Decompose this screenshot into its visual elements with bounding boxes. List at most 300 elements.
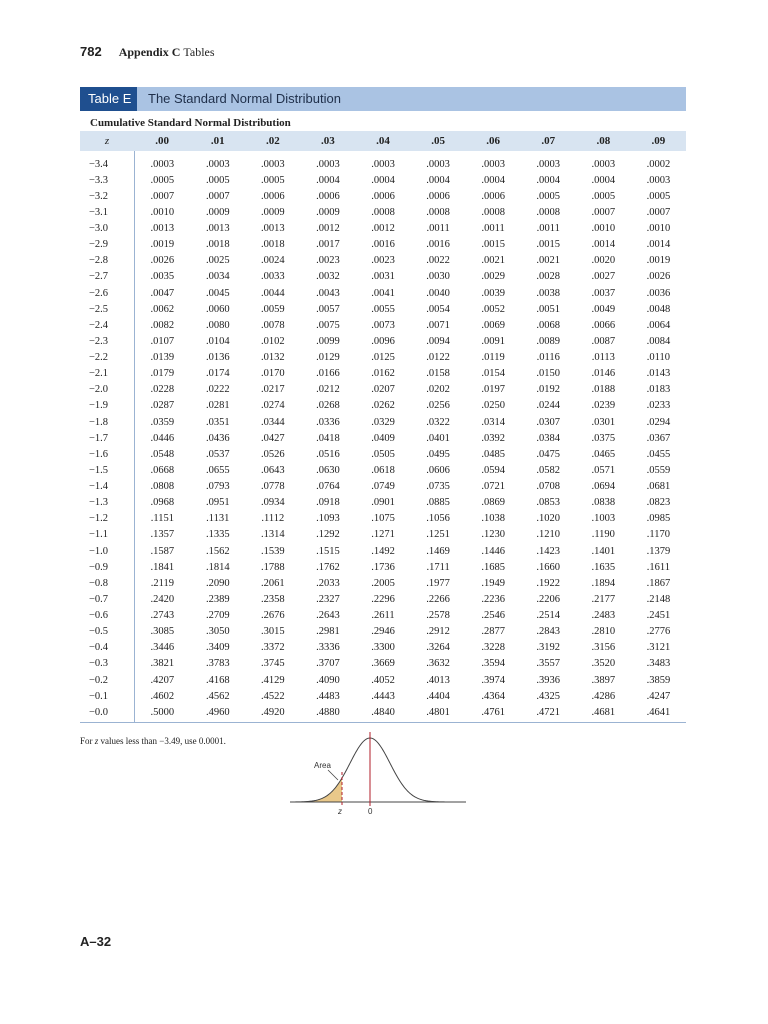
probability-cell: .0019 [150,239,175,251]
probability-cell: .0066 [591,319,616,331]
probability-cell: .0009 [316,206,340,218]
probability-cell: .0951 [205,497,230,509]
probability-cell: .0003 [261,158,285,170]
table-row [80,237,686,253]
probability-cell: .2119 [150,577,174,589]
probability-cell: .2676 [261,610,285,622]
probability-cell: .0045 [205,287,230,299]
column-header: .01 [190,131,245,151]
probability-cell: .0071 [426,319,450,331]
normal-curve-figure [284,730,474,820]
z-value-cell: −1.0 [80,543,134,559]
z-value-cell: −2.5 [80,301,134,317]
probability-cell: .1515 [316,545,340,557]
probability-cell: .0294 [646,416,671,428]
probability-cell: .2206 [536,593,561,605]
z-value-cell: −3.1 [80,204,134,220]
probability-cell: .3156 [591,642,616,654]
probability-cell: .0004 [371,174,395,186]
probability-cell: .4602 [150,690,175,702]
table-row [80,269,686,285]
probability-cell: .0132 [261,352,285,364]
probability-cell: .0084 [646,335,671,347]
probability-cell: .0183 [646,384,671,396]
probability-cell: .0011 [481,223,505,235]
table-row [80,253,686,269]
probability-cell: .2236 [481,593,505,605]
probability-cell: .0418 [316,432,340,444]
table-banner [80,87,686,111]
probability-cell: .0110 [646,352,671,364]
probability-cell: .0018 [205,239,230,251]
probability-cell: .2776 [646,626,671,638]
probability-cell: .2483 [591,610,616,622]
probability-cell: .0024 [261,255,285,267]
probability-cell: .3632 [426,658,450,670]
probability-cell: .0104 [205,335,230,347]
probability-cell: .1469 [426,545,450,557]
probability-cell: .2148 [646,593,671,605]
probability-cell: .0002 [646,158,671,170]
probability-cell: .2643 [316,610,340,622]
probability-cell: .0034 [205,271,230,283]
probability-cell: .0901 [371,497,395,509]
probability-cell: .0005 [646,190,671,202]
probability-cell: .0005 [261,174,285,186]
table-row [80,204,686,220]
probability-cell: .0008 [536,206,561,218]
z-column-header: z [80,131,134,151]
probability-cell: .0228 [150,384,175,396]
probability-cell: .0019 [646,255,671,267]
z-value-cell: −3.4 [80,151,134,172]
probability-cell: .0044 [261,287,285,299]
probability-cell: .0004 [316,174,340,186]
probability-cell: .0207 [371,384,395,396]
probability-cell: .1170 [646,529,671,541]
z-value-cell: −2.0 [80,382,134,398]
probability-cell: .0060 [205,303,230,315]
probability-cell: .1711 [426,561,450,573]
probability-cell: .0344 [261,416,285,428]
probability-cell: .0062 [150,303,175,315]
probability-cell: .3085 [150,626,175,638]
probability-cell: .0028 [536,271,561,283]
probability-cell: .0006 [261,190,285,202]
probability-cell: .0078 [261,319,285,331]
probability-cell: .0006 [316,190,340,202]
z-value-cell: −3.3 [80,172,134,188]
table-row [80,591,686,607]
probability-cell: .0808 [150,481,175,493]
table-row [80,366,686,382]
probability-cell: .3974 [481,674,505,686]
probability-cell: .0049 [591,303,616,315]
probability-cell: .1210 [536,529,561,541]
table-row [80,704,686,723]
probability-cell: .0823 [646,497,671,509]
probability-cell: .4761 [466,704,521,723]
probability-cell: .0116 [536,352,560,364]
probability-cell: .4920 [245,704,300,723]
table-row [80,446,686,462]
probability-cell: .0003 [205,158,230,170]
area-label: Area [314,761,331,770]
probability-cell: .0250 [481,400,505,412]
probability-cell: .1020 [536,513,561,525]
probability-cell: .0179 [150,368,175,380]
z-value-cell: −1.4 [80,479,134,495]
probability-cell: .0026 [646,271,671,283]
z-value-cell: −2.8 [80,253,134,269]
probability-cell: .1539 [261,545,285,557]
probability-cell: .0096 [371,335,395,347]
probability-cell: .0015 [481,239,505,251]
probability-cell: .0212 [316,384,340,396]
probability-cell: .0016 [426,239,450,251]
probability-cell: .0708 [536,481,561,493]
table-row [80,285,686,301]
probability-cell: .0233 [646,400,671,412]
probability-cell: .0013 [205,223,230,235]
probability-cell: .0359 [150,416,175,428]
probability-cell: .1271 [371,529,395,541]
probability-cell: .0869 [481,497,505,509]
probability-cell: .2912 [426,626,450,638]
probability-cell: .1736 [371,561,395,573]
z-value-cell: −0.7 [80,591,134,607]
probability-cell: .3669 [371,658,395,670]
probability-cell: .0003 [426,158,450,170]
probability-cell: .0023 [316,255,340,267]
z-value-cell: −1.6 [80,446,134,462]
probability-cell: .0030 [426,271,450,283]
probability-cell: .2451 [646,610,671,622]
probability-cell: .0029 [481,271,505,283]
probability-cell: .0033 [261,271,285,283]
probability-cell: .0057 [316,303,340,315]
table-tag: Table E [80,87,137,111]
probability-cell: .0548 [150,448,175,460]
probability-cell: .4286 [591,690,616,702]
probability-cell: .0018 [261,239,285,251]
probability-cell: .1949 [481,577,505,589]
table-body [80,151,686,723]
probability-cell: .2877 [481,626,505,638]
probability-cell: .0039 [481,287,505,299]
probability-cell: .0073 [371,319,395,331]
probability-cell: .0022 [426,255,450,267]
probability-cell: .0007 [150,190,175,202]
probability-cell: .4325 [536,690,561,702]
probability-cell: .0003 [536,158,561,170]
probability-cell: .0409 [371,432,395,444]
z-value-cell: −0.2 [80,672,134,688]
probability-cell: .0009 [261,206,285,218]
probability-cell: .0125 [371,352,395,364]
probability-cell: .2709 [205,610,230,622]
probability-cell: .0427 [261,432,285,444]
probability-cell: .0618 [371,464,395,476]
table-row [80,672,686,688]
probability-cell: .0668 [150,464,175,476]
probability-cell: .0793 [205,481,230,493]
probability-cell: .0082 [150,319,175,331]
probability-cell: .1112 [261,513,285,525]
probability-cell: .3192 [536,642,561,654]
probability-cell: .0606 [426,464,450,476]
probability-cell: .0055 [371,303,395,315]
z-label: z [338,807,342,816]
probability-cell: .0643 [261,464,285,476]
probability-cell: .0008 [481,206,505,218]
probability-cell: .0008 [371,206,395,218]
probability-cell: .0314 [481,416,505,428]
probability-cell: .4404 [426,690,450,702]
probability-cell: .0006 [371,190,395,202]
probability-cell: .4880 [300,704,355,723]
z-value-cell: −0.6 [80,608,134,624]
table-row [80,333,686,349]
probability-cell: .0010 [591,223,616,235]
z-value-cell: −1.2 [80,511,134,527]
table-row [80,317,686,333]
probability-cell: .0011 [426,223,450,235]
z-value-cell: −0.5 [80,624,134,640]
probability-cell: .0436 [205,432,230,444]
table-row [80,656,686,672]
probability-cell: .0329 [371,416,395,428]
probability-cell: .0007 [591,206,616,218]
probability-cell: .4681 [576,704,631,723]
probability-cell: .2946 [371,626,395,638]
table-row [80,188,686,204]
probability-cell: .1003 [591,513,616,525]
table-row [80,495,686,511]
probability-cell: .0089 [536,335,561,347]
probability-cell: .2578 [426,610,450,622]
probability-cell: .0244 [536,400,561,412]
probability-cell: .0010 [646,223,671,235]
probability-cell: .0495 [426,448,450,460]
probability-cell: .0025 [205,255,230,267]
table-row [80,559,686,575]
probability-cell: .1292 [316,529,340,541]
probability-cell: .1446 [481,545,505,557]
probability-cell: .1922 [536,577,561,589]
probability-cell: .0166 [316,368,340,380]
footnote-post: values less than −3.49, use 0.0001. [98,736,226,746]
table-row [80,221,686,237]
probability-cell: .0059 [261,303,285,315]
probability-cell: .4052 [371,674,395,686]
probability-cell: .1075 [371,513,395,525]
probability-cell: .0778 [261,481,285,493]
probability-cell: .0052 [481,303,505,315]
probability-cell: .1562 [205,545,230,557]
probability-cell: .0351 [205,416,230,428]
probability-cell: .4247 [646,690,671,702]
probability-cell: .0129 [316,352,340,364]
probability-cell: .2810 [591,626,616,638]
probability-cell: .0037 [591,287,616,299]
probability-cell: .0968 [150,497,175,509]
probability-cell: .0011 [536,223,560,235]
probability-cell: .0012 [316,223,340,235]
probability-cell: .0188 [591,384,616,396]
probability-cell: .0985 [646,513,671,525]
probability-cell: .0010 [150,206,175,218]
section-name: Appendix C [118,45,181,59]
probability-cell: .0003 [150,158,175,170]
probability-cell: .5000 [134,704,190,723]
z-table [80,131,686,723]
area-pointer [328,770,338,780]
probability-cell: .0005 [150,174,175,186]
probability-cell: .0853 [536,497,561,509]
probability-cell: .0174 [205,368,230,380]
probability-cell: .1587 [150,545,175,557]
probability-cell: .0005 [591,190,616,202]
probability-cell: .0014 [591,239,616,251]
probability-cell: .4443 [371,690,395,702]
probability-cell: .2514 [536,610,561,622]
probability-cell: .3745 [261,658,285,670]
z-value-cell: −1.3 [80,495,134,511]
probability-cell: .0322 [426,416,450,428]
probability-cell: .0041 [371,287,395,299]
z-value-cell: −0.4 [80,640,134,656]
probability-cell: .4483 [316,690,340,702]
z-value-cell: −1.9 [80,398,134,414]
probability-cell: .0003 [316,158,340,170]
probability-cell: .0026 [150,255,175,267]
probability-cell: .0475 [536,448,561,460]
probability-cell: .0559 [646,464,671,476]
probability-cell: .0630 [316,464,340,476]
probability-cell: .2743 [150,610,175,622]
table-row [80,462,686,478]
probability-cell: .4960 [190,704,245,723]
table-row [80,608,686,624]
table-row [80,640,686,656]
probability-cell: .0146 [591,368,616,380]
probability-cell: .0051 [536,303,561,315]
probability-cell: .0136 [205,352,230,364]
z-value-cell: −0.0 [80,704,134,723]
probability-cell: .0158 [426,368,450,380]
probability-cell: .2033 [316,577,340,589]
probability-cell: .4721 [521,704,576,723]
table-title: The Standard Normal Distribution [148,91,341,106]
probability-cell: .0003 [371,158,395,170]
z-value-cell: −2.1 [80,366,134,382]
z-value-cell: −2.9 [80,237,134,253]
probability-cell: .1190 [591,529,615,541]
probability-cell: .0505 [371,448,395,460]
probability-cell: .0256 [426,400,450,412]
probability-cell: .4840 [355,704,410,723]
probability-cell: .1814 [205,561,230,573]
z-value-cell: −3.2 [80,188,134,204]
probability-cell: .0102 [261,335,285,347]
probability-cell: .2389 [205,593,230,605]
zero-label: 0 [368,807,373,816]
probability-cell: .0239 [591,400,616,412]
probability-cell: .0017 [316,239,340,251]
probability-cell: .0094 [426,335,450,347]
table-row [80,151,686,172]
probability-cell: .0934 [261,497,285,509]
probability-cell: .0008 [426,206,450,218]
z-value-cell: −0.8 [80,575,134,591]
probability-cell: .0681 [646,481,671,493]
probability-cell: .0401 [426,432,450,444]
probability-cell: .4090 [316,674,340,686]
probability-cell: .0021 [536,255,561,267]
probability-cell: .0537 [205,448,230,460]
probability-cell: .0307 [536,416,561,428]
probability-cell: .0091 [481,335,505,347]
probability-cell: .4801 [411,704,466,723]
column-header: .05 [411,131,466,151]
probability-cell: .0006 [426,190,450,202]
probability-cell: .0735 [426,481,450,493]
z-value-cell: −0.3 [80,656,134,672]
probability-cell: .0465 [591,448,616,460]
probability-cell: .0764 [316,481,340,493]
footnote-pre: For [80,736,95,746]
probability-cell: .0197 [481,384,505,396]
probability-cell: .3121 [646,642,671,654]
probability-cell: .0367 [646,432,671,444]
probability-cell: .3897 [591,674,616,686]
probability-cell: .3446 [150,642,175,654]
probability-cell: .0027 [591,271,616,283]
probability-cell: .0099 [316,335,340,347]
probability-cell: .4364 [481,690,505,702]
probability-cell: .4129 [261,674,285,686]
probability-cell: .1335 [205,529,230,541]
table-row [80,430,686,446]
probability-cell: .3050 [205,626,230,638]
probability-cell: .0143 [646,368,671,380]
probability-cell: .1762 [316,561,340,573]
probability-cell: .0485 [481,448,505,460]
probability-cell: .2061 [261,577,285,589]
probability-cell: .2420 [150,593,175,605]
probability-cell: .1038 [481,513,505,525]
page-header [80,44,215,60]
column-header: .02 [245,131,300,151]
probability-cell: .0048 [646,303,671,315]
probability-cell: .0021 [481,255,505,267]
probability-cell: .0035 [150,271,175,283]
probability-cell: .0069 [481,319,505,331]
probability-cell: .0003 [591,158,616,170]
probability-cell: .3557 [536,658,561,670]
probability-cell: .0007 [646,206,671,218]
probability-cell: .3821 [150,658,175,670]
probability-cell: .1151 [150,513,174,525]
probability-cell: .0918 [316,497,340,509]
probability-cell: .0122 [426,352,450,364]
probability-cell: .0455 [646,448,671,460]
probability-cell: .0262 [371,400,395,412]
probability-cell: .2981 [316,626,340,638]
probability-cell: .4207 [150,674,175,686]
probability-cell: .3372 [261,642,285,654]
